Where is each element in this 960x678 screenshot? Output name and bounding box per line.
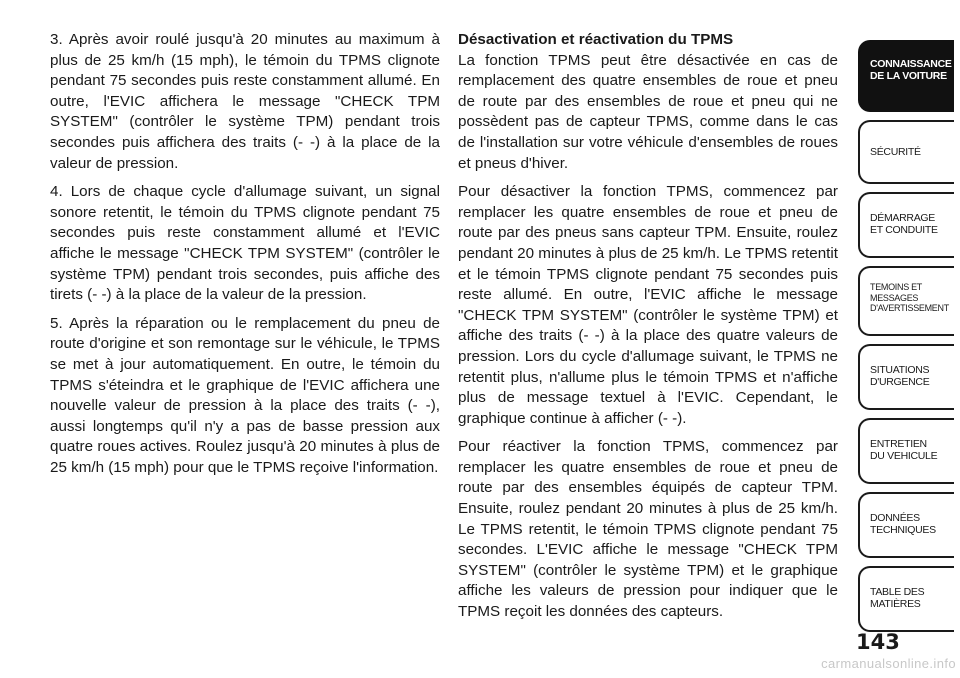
right-text-column bbox=[458, 30, 838, 631]
paragraph-step-5: 5. Après la réparation ou le remplacement du pneu de route d'origine et son remontage sur le véhicule, le TPMS se met à jour automatiquement. En outre, le témoin du TPMS s'éteindra et le graphique de l'EVIC affichera une nouvelle valeur de pression à la place des traits (- -), aussi longtemps qu'il n'y a pas de basse pression aux quatre roues actives. Roulez jusqu'à 20 minutes à plus de 25 km/h (15 mph) pour que le TPMS reçoive l'information. bbox=[50, 314, 440, 476]
tab-label-line: DONNÉES bbox=[870, 512, 920, 524]
tab-demarrage-conduite[interactable] bbox=[858, 192, 954, 258]
paragraph-reactivation-steps: Pour réactiver la fonction TPMS, commencez par remplacer les quatre ensembles de roue et pneu de route par des ensembles équipés de capteur TPM. Ensuite, roulez pendant 20 minutes à plus de 25 km/h. Le TPMS retentit, le témoin TPMS clignote pendant 75 secondes. L'EVIC affiche le message "CHECK TPM SYSTEM" (contrôler le système TPM) et le graphique affiche les valeurs de pression pour indiquer que le TPMS reçoit les données des capteurs. bbox=[458, 438, 838, 621]
tab-entretien-vehicule[interactable] bbox=[858, 418, 954, 484]
tab-situations-urgence[interactable] bbox=[858, 344, 954, 410]
tab-connaissance-voiture[interactable] bbox=[858, 40, 954, 112]
page-number: 143 bbox=[856, 630, 900, 654]
paragraph-deactivation-intro: La fonction TPMS peut être désactivée en cas de remplacement des quatre ensembles de roue et pneu de route par des ensembles de roue et pneu qui ne possèdent pas de capteur TPMS, comme dans le cas de l'installation sur votre véhicule d'ensembles de roues et pneus d'hiver. bbox=[458, 51, 838, 172]
tab-label-line: D'URGENCE bbox=[870, 376, 930, 388]
tab-label-line: ENTRETIEN bbox=[870, 438, 927, 450]
tab-temoins-messages[interactable] bbox=[858, 266, 954, 336]
tab-table-matieres[interactable] bbox=[858, 566, 954, 632]
tab-label-line: TEMOINS ET bbox=[870, 282, 923, 292]
tab-label-line: SITUATIONS bbox=[870, 364, 930, 376]
paragraph-deactivation-steps: Pour désactiver la fonction TPMS, commencez par remplacer les quatre ensembles de roue et pneu de route par des pneus sans capteur TPM. Ensuite, roulez pendant 20 minutes à plus de 25 km/h. Le TPMS retentit et le témoin TPMS clignote pendant 75 secondes puis reste allumé. En outre, l'EVIC affiche le message "CHECK TPM SYSTEM" (contrôler le système TPM) et affiche des traits (- -) à la place des quatre valeurs de pression. Lors du cycle d'allumage suivant, le TPMS ne retentit plus, n'allume plus le témoin TPMS et n'affiche plus de message textuel à l'EVIC. Cependant, le graphique continue à afficher (- -). bbox=[458, 183, 838, 427]
tab-label-line: TECHNIQUES bbox=[870, 524, 936, 536]
paragraph-step-3: 3. Après avoir roulé jusqu'à 20 minutes au maximum à plus de 25 km/h (15 mph), le témoin du TPMS clignote pendant 75 secondes puis reste constamment allumé. En outre, l'EVIC affichera le message "CHECK TPM SYSTEM" (contrôler le système TPM) pendant trois secondes puis affichera des traits (- -) à la place de la valeur de pression. bbox=[50, 31, 440, 172]
tab-label-line: TABLE DES bbox=[870, 586, 925, 598]
tab-label-line: MATIÈRES bbox=[870, 598, 921, 610]
tab-label-line: ET CONDUITE bbox=[870, 224, 938, 236]
tab-label-line: DÉMARRAGE bbox=[870, 212, 935, 224]
tab-label-line: DE LA VOITURE bbox=[870, 70, 947, 82]
section-heading: Désactivation et réactivation du TPMS bbox=[458, 31, 734, 48]
watermark: carmanualsonline.info bbox=[821, 656, 956, 671]
tab-securite[interactable] bbox=[858, 120, 954, 184]
paragraph-step-4: 4. Lors de chaque cycle d'allumage suivant, un signal sonore retentit, le témoin du TPMS clignote pendant 75 secondes puis reste constamment allumé et l'EVIC affiche le message "CHECK TPM SYSTEM" (contrôler le système TPM) pendant trois secondes, puis affiche des tirets (- -) à la place de la valeur de la pression. bbox=[50, 183, 440, 304]
tab-label-line: DU VEHICULE bbox=[870, 450, 938, 462]
tab-label-line: D'AVERTISSEMENT bbox=[870, 303, 949, 313]
tab-label-line: MESSAGES bbox=[870, 292, 919, 303]
tab-label-line: CONNAISSANCE bbox=[870, 58, 952, 70]
left-text-column bbox=[50, 30, 440, 486]
chapter-sidebar bbox=[858, 40, 954, 640]
tab-label-line: SÉCURITÉ bbox=[870, 146, 921, 158]
tab-donnees-techniques[interactable] bbox=[858, 492, 954, 558]
